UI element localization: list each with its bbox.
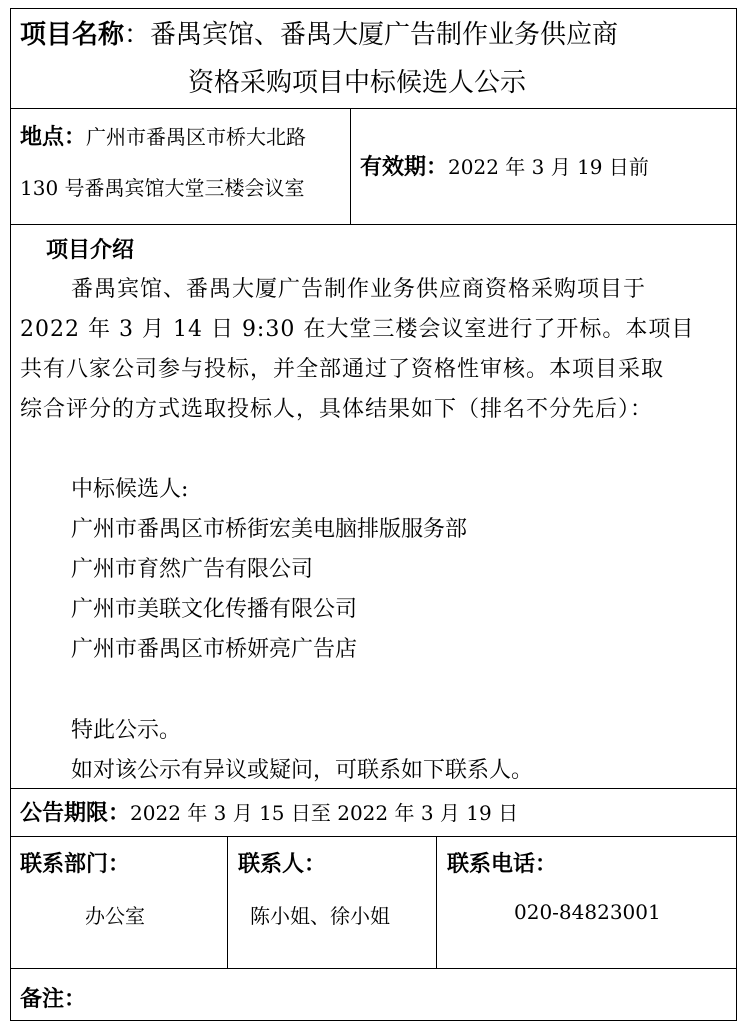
validity-value: 2022 年 3 月 19 日前	[448, 155, 649, 179]
intro-line: 番禺宾馆、番禺大厦广告制作业务供应商资格采购项目于	[71, 277, 647, 302]
phone-value: 020-84823001	[514, 900, 661, 924]
dept-value: 办公室	[85, 904, 145, 928]
divider-title	[11, 108, 736, 109]
validity-label: 有效期：	[360, 154, 449, 180]
dept-label: 联系部门：	[20, 851, 131, 877]
location-line1	[20, 120, 306, 151]
project-name-colon: ：	[124, 20, 151, 50]
period-value: 2022 年 3 月 15 日至 2022 年 3 月 19 日	[130, 801, 519, 825]
divider-intro	[11, 788, 736, 789]
candidate-item: 广州市育然广告有限公司	[71, 557, 314, 582]
closing-text: 特此公示。	[71, 718, 182, 743]
candidate-item: 广州市美联文化传播有限公司	[71, 597, 358, 622]
location-value-line2: 130 号番禺宾馆大堂三楼会议室	[20, 176, 305, 200]
remarks-label: 备注：	[20, 986, 87, 1012]
location-value-line1: 广州市番禺区市桥大北路	[86, 125, 307, 149]
person-value: 陈小姐、徐小姐	[250, 904, 390, 928]
divider-person-phone	[436, 836, 437, 968]
divider-contacts	[11, 968, 736, 969]
intro-heading: 项目介绍	[46, 237, 135, 263]
validity	[360, 150, 649, 181]
person-label: 联系人：	[238, 851, 327, 877]
divider-dept-person	[227, 836, 228, 968]
project-name-line1	[20, 14, 618, 51]
intro-line: 共有八家公司参与投标，并全部通过了资格性审核。本项目采取	[20, 357, 665, 382]
project-name-value-line2: 资格采购项目中标候选人公示	[188, 68, 527, 98]
divider-location	[11, 224, 736, 225]
divider-location-validity	[350, 108, 351, 224]
intro-line: 2022 年 3 月 14 日 9:30 在大堂三楼会议室进行了开标。本项目	[20, 317, 695, 342]
period-label: 公告期限：	[20, 800, 131, 826]
candidate-item: 广州市番禺区市桥街宏美电脑排版服务部	[71, 517, 468, 542]
contact-note: 如对该公示有异议或疑问，可联系如下联系人。	[71, 758, 534, 783]
project-name-label: 项目名称	[20, 20, 125, 50]
location-label: 地点：	[20, 124, 87, 150]
divider-period	[11, 836, 736, 837]
project-name-value-line1: 番禺宾馆、番禺大厦广告制作业务供应商	[150, 20, 619, 50]
phone-label: 联系电话：	[447, 851, 558, 877]
candidates-label: 中标候选人:	[71, 477, 189, 502]
candidate-item: 广州市番禺区市桥妍亮广告店	[71, 637, 358, 662]
announcement-period	[20, 796, 518, 827]
intro-line: 综合评分的方式选取投标人，具体结果如下（排名不分先后）：	[20, 397, 654, 422]
